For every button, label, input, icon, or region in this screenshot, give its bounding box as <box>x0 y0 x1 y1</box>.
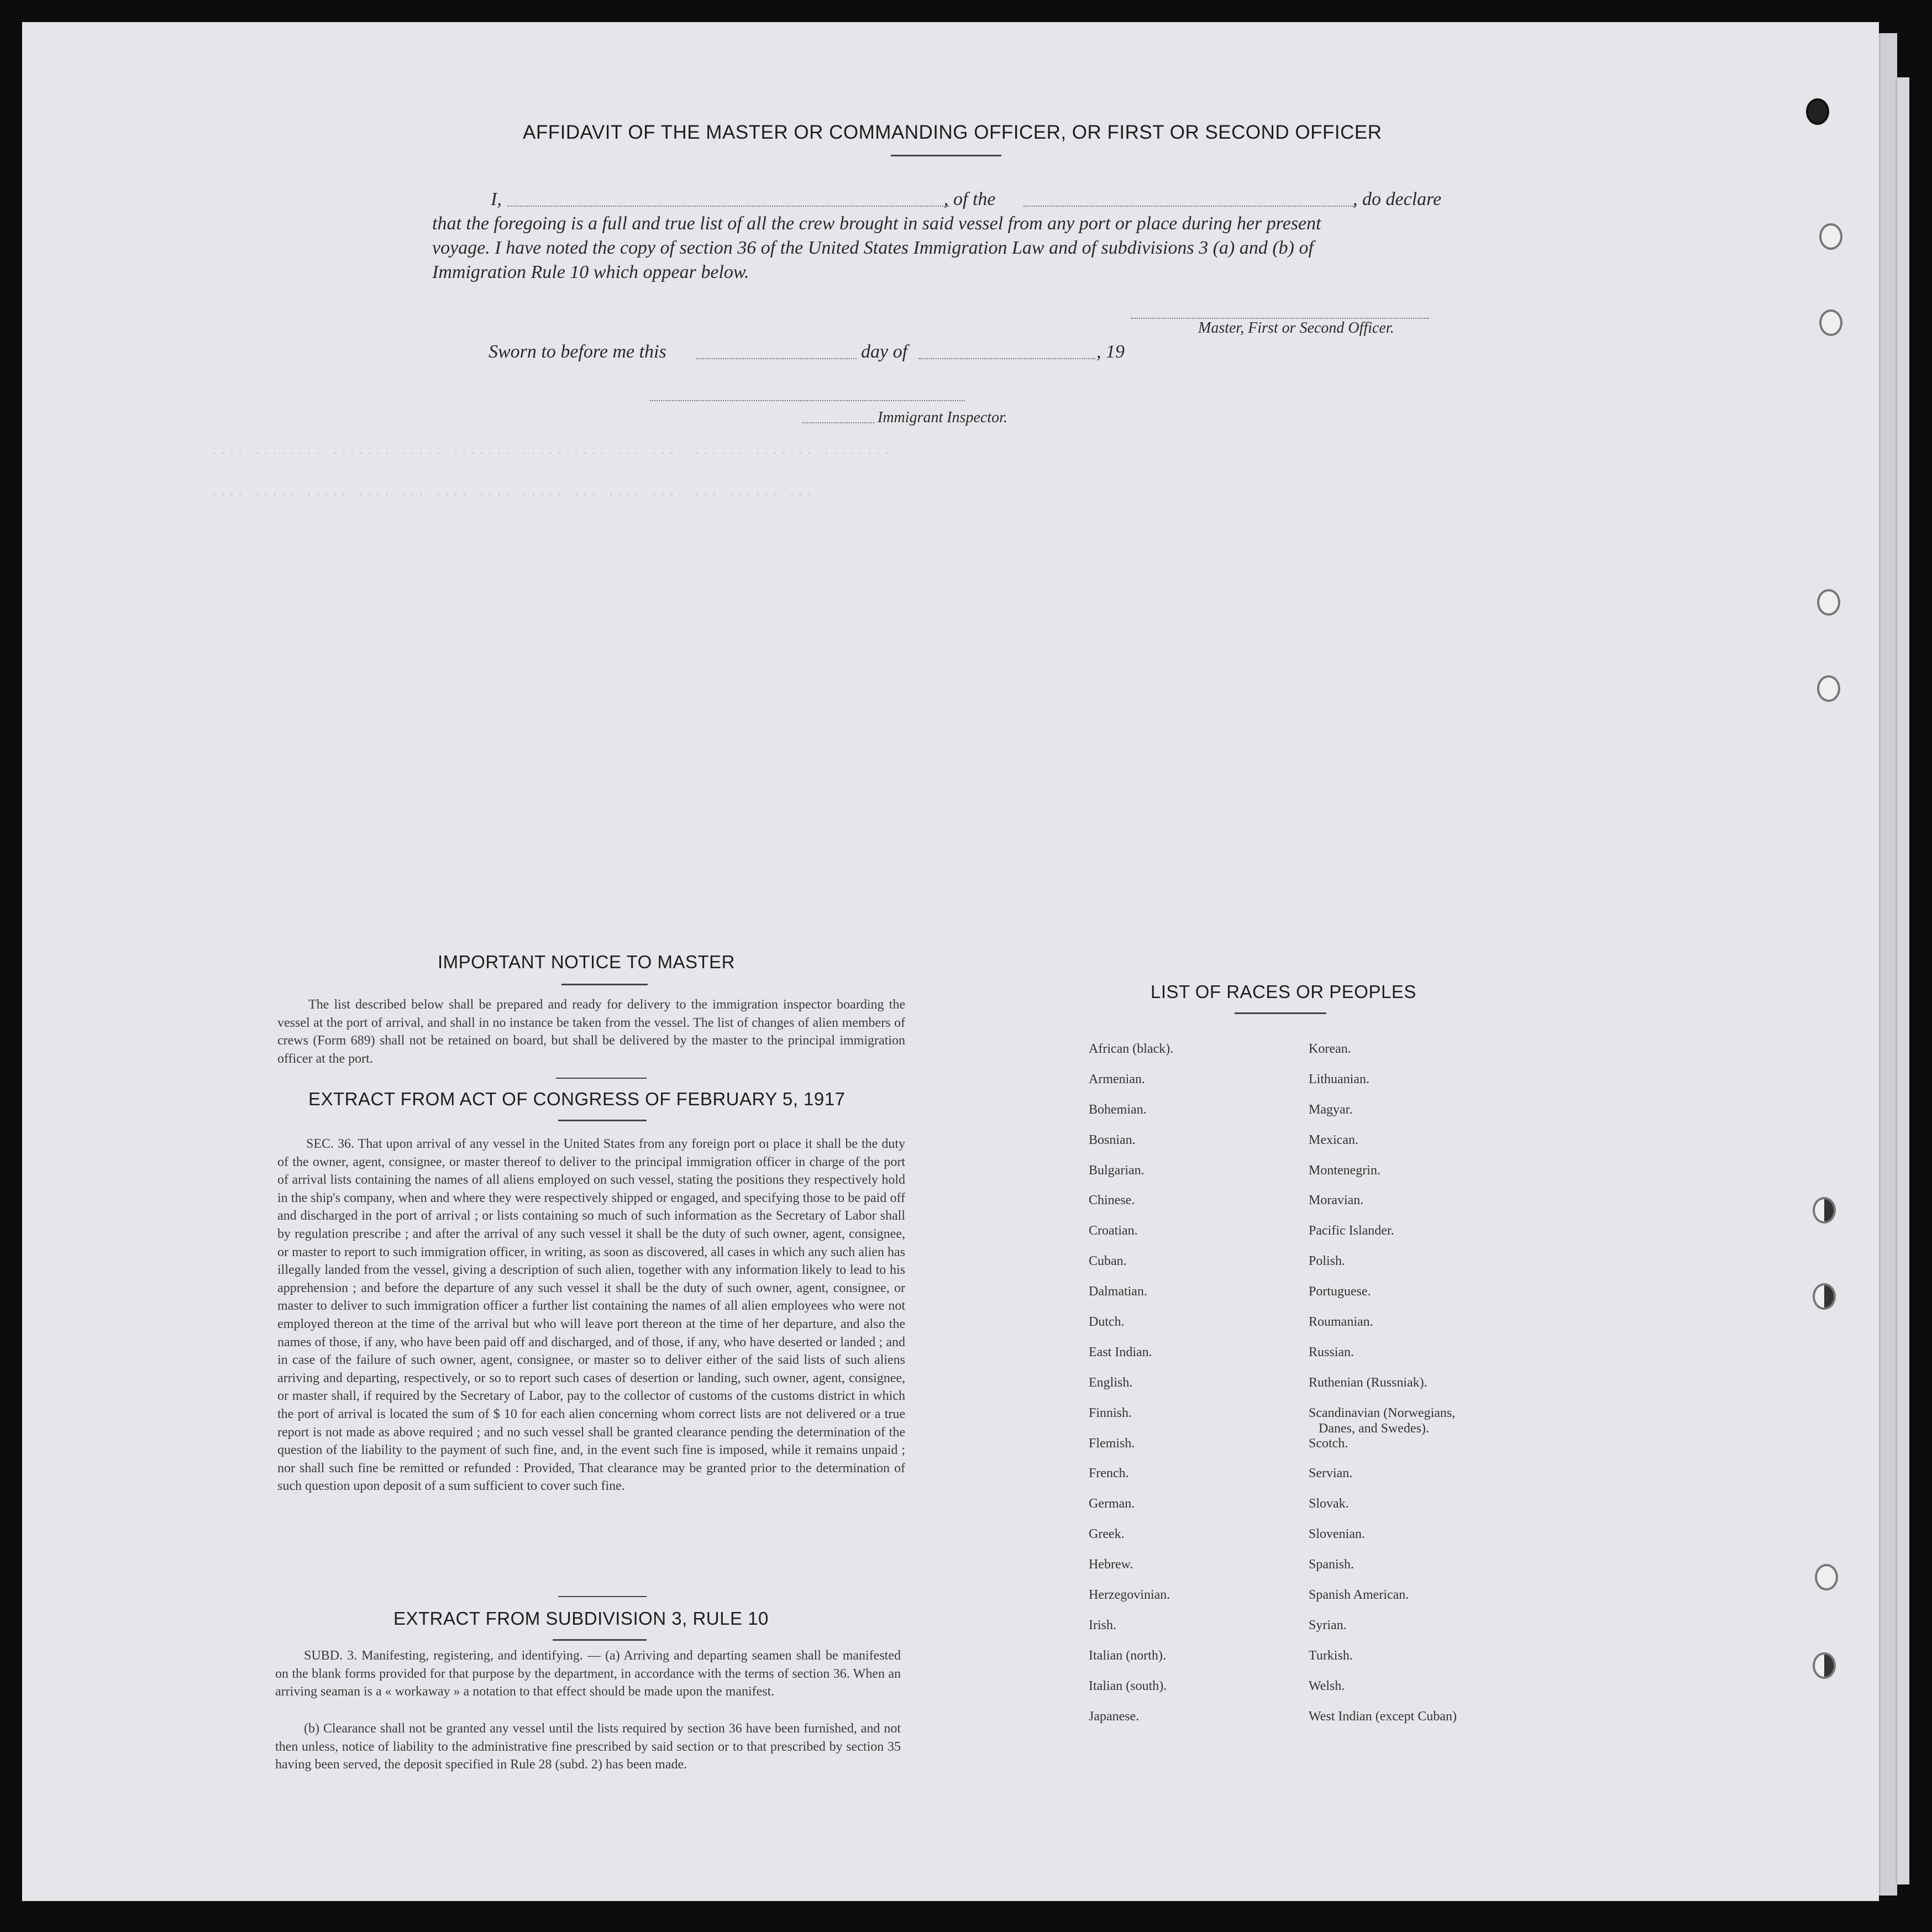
binder-hole-icon <box>1815 1564 1838 1590</box>
title-rule <box>561 984 648 985</box>
race-item: Armenian. <box>1089 1072 1145 1086</box>
day-of-label: day of <box>861 342 908 362</box>
race-item: German. <box>1089 1497 1135 1511</box>
stacked-page-edge <box>1896 77 1909 1884</box>
affidavit-do-declare: , do declare <box>1353 189 1442 209</box>
race-item: Hebrew. <box>1089 1557 1133 1572</box>
race-item: Montenegrin. <box>1309 1163 1380 1178</box>
race-item: Dutch. <box>1089 1315 1125 1330</box>
race-item: Pacific Islander. <box>1309 1224 1394 1238</box>
binder-hole-icon <box>1819 309 1842 336</box>
inspector-label: Immigrant Inspector. <box>878 409 1007 426</box>
act-title: EXTRACT FROM ACT OF CONGRESS OF FEBRUARY 5, 1917 <box>308 1089 846 1109</box>
race-item: Japanese. <box>1089 1709 1140 1724</box>
binder-hole-icon <box>1813 1197 1836 1224</box>
affidavit-line: voyage. I have noted the copy of section 36 of the United States Immigration Law and of subdivisions 3 (a) and (b) of <box>432 238 1314 258</box>
inspector-lead-dots <box>802 422 874 423</box>
race-item: African (black). <box>1089 1042 1174 1056</box>
race-item: Irish. <box>1089 1618 1116 1632</box>
affidavit-line: that the foregoing is a full and true list of all the crew brought in said vessel from any port or place during her present <box>432 213 1321 234</box>
binder-hole-icon <box>1819 223 1842 250</box>
notice-text: The list described below shall be prepared and ready for delivery to the immigration inspector boarding the vessel at the port of arrival, and shall in no instance be taken from the vessel. The list of changes of alien members of crews (Form 689) shall not be retained on board, but shall be delivered by the master to the principal immigration officer at the port. <box>277 998 905 1066</box>
race-item: Bulgarian. <box>1089 1163 1144 1178</box>
section-rule <box>556 1078 647 1079</box>
race-item: Scandinavian (Norwegians, Danes, and Swedes). <box>1309 1405 1456 1436</box>
race-item: East Indian. <box>1089 1345 1152 1359</box>
race-item: Bohemian. <box>1089 1102 1147 1117</box>
affidavit-title: AFFIDAVIT OF THE MASTER OR COMMANDING OFFICER, OR FIRST OR SECOND OFFICER <box>523 122 1382 143</box>
rule-text-a: SUBD. 3. Manifesting, registering, and identifying. — (a) Arriving and departing seamen shall be manifested on the blank forms provided for that purpose by the department, in accordance with the terms of section 36. When an arriving seaman is a « workaway » a notation to that effect should be made upon the manifest. <box>275 1649 901 1699</box>
race-item: English. <box>1089 1375 1133 1390</box>
race-item: Italian (north). <box>1089 1648 1166 1663</box>
binder-hole-icon <box>1806 98 1829 125</box>
bleed-through-marks: .... ..... ..... .... ... .... .... ..... ... .... .... ... ...... ... <box>210 484 814 500</box>
race-item: Mexican. <box>1309 1132 1358 1147</box>
race-item: Croatian. <box>1089 1224 1138 1238</box>
race-item: Roumanian. <box>1309 1315 1373 1330</box>
race-item: Italian (south). <box>1089 1678 1167 1693</box>
race-item: Scotch. <box>1309 1436 1348 1451</box>
binder-hole-icon <box>1813 1652 1836 1679</box>
act-text: SEC. 36. That upon arrival of any vessel in the United States from any foreign port oı place it shall be the duty of the owner, agent, consignee, or master thereof to deliver to the principal immigration officer in charge of the port of arrival lists containing the names of all aliens employed on such vessel, stating the positions they respectively hold in the ship's company, when and where they were respectively shipped or engaged, and specifying those to be paid off and discharged in the port of arrival ; or lists containing so much of such information as the Secretary of Labor shall by regulation prescribe ; and after the arrival of any such vessel it shall be the duty of such owner, agent, consignee, or master to report to such immigration officer, in writing, as soon as discovered, all cases in which any such alien has illegally landed from the vessel, giving a description of such alien, together with any information likely to lead to his apprehension ; and before the departure of any such vessel it shall be the duty of such owner, agent, consignee, or master to deliver to such immigration officer a further list containing the names of all alien employees who were not employed thereon at the time of the arrival but who will leave port thereon at the time of her departure, and also the names of those, if any, who have been paid off and discharged, and of those, if any, who have deserted or landed ; and in case of the failure of such owner, agent, consignee, or master so to deliver either of the said lists of such aliens arriving and departing, respectively, or so to report such cases of desertion or landing, such owner, agent, consignee, or master shall, if required by the Secretary of Labor, pay to the collector of customs of the customs district in which the port of arrival is located the sum of $ 10 for each alien concerning whom correct lists are not delivered or a true report is not made as above required ; and no such vessel shall be granted clearance pending the determination of the question of the liability to the payment of such fine, and, in the event such fine is imposed, while it remains unpaid ; nor shall such fine be remitted or refunded : Provided, That clearance may be granted prior to the determination of such question upon deposit of a sum sufficient to cover such fine. <box>277 1137 905 1494</box>
year-label: , 19 <box>1096 342 1125 362</box>
sworn-day-blank[interactable] <box>696 358 857 359</box>
race-item: Servian. <box>1309 1466 1353 1481</box>
race-item: Portuguese. <box>1309 1284 1371 1299</box>
race-item: Moravian. <box>1309 1193 1364 1208</box>
affidavit-line: Immigration Rule 10 which oppear below. <box>432 262 749 282</box>
binder-hole-icon <box>1813 1283 1836 1310</box>
binder-hole-icon <box>1817 589 1840 616</box>
race-item: Spanish. <box>1309 1557 1355 1572</box>
race-item: Lithuanian. <box>1309 1072 1369 1086</box>
rule-text-b: (b) Clearance shall not be granted any vessel until the lists required by section 36 have been furnished, and not then unless, notice of liability to the administrative fine prescribed by said section or to that prescribed by section 35 having been served, the deposit specified in Rule 28 (subd. 2) has been made. <box>275 1721 901 1772</box>
title-rule <box>553 1639 647 1641</box>
name-blank[interactable] <box>507 206 949 207</box>
race-item: Flemish. <box>1089 1436 1135 1451</box>
bleed-through-marks: .... ........ ....... ..... ....... .......... ... .... ...... ....... ........ <box>210 442 891 459</box>
race-item: Magyar. <box>1309 1102 1353 1117</box>
title-rule <box>558 1120 647 1121</box>
race-item: Greek. <box>1089 1527 1125 1542</box>
affidavit-i-label: I, <box>491 189 502 209</box>
race-item: Dalmatian. <box>1089 1284 1147 1299</box>
stacked-page-edge <box>1879 33 1897 1896</box>
race-item: Syrian. <box>1309 1618 1347 1632</box>
races-left-column <box>1089 1041 1173 1739</box>
race-item: Turkish. <box>1309 1648 1353 1663</box>
title-rule <box>1235 1012 1326 1014</box>
vessel-blank[interactable] <box>1023 206 1355 207</box>
race-item: Cuban. <box>1089 1254 1127 1269</box>
race-item: Finnish. <box>1089 1405 1132 1420</box>
race-item: Bosnian. <box>1089 1132 1136 1147</box>
race-item: Herzegovinian. <box>1089 1588 1170 1603</box>
races-right-column <box>1309 1041 1457 1739</box>
race-item: Slovak. <box>1309 1497 1349 1511</box>
race-item: Slovenian. <box>1309 1527 1365 1542</box>
race-item: Chinese. <box>1089 1193 1135 1208</box>
race-item: West Indian (except Cuban) <box>1309 1709 1457 1724</box>
title-rule <box>891 155 1001 156</box>
master-signature-line[interactable] <box>1131 318 1429 319</box>
race-item: Spanish American. <box>1309 1588 1409 1603</box>
race-item: Ruthenian (Russniak). <box>1309 1375 1427 1390</box>
notice-title: IMPORTANT NOTICE TO MASTER <box>438 952 736 972</box>
race-item: Polish. <box>1309 1254 1346 1269</box>
sworn-label: Sworn to before me this <box>489 342 666 362</box>
race-item: Welsh. <box>1309 1678 1345 1693</box>
race-item: Korean. <box>1309 1042 1351 1056</box>
document-page <box>22 22 1879 1901</box>
sworn-month-blank[interactable] <box>918 358 1095 359</box>
binder-hole-icon <box>1817 675 1840 702</box>
rule-title: EXTRACT FROM SUBDIVISION 3, RULE 10 <box>393 1608 769 1629</box>
affidavit-of-the: , of the <box>944 189 996 209</box>
race-item: Russian. <box>1309 1345 1355 1359</box>
race-item: French. <box>1089 1466 1129 1481</box>
races-title: LIST OF RACES OR PEOPLES <box>1151 981 1416 1002</box>
section-rule <box>558 1596 647 1597</box>
master-signature-label: Master, First or Second Officer. <box>1198 319 1394 337</box>
inspector-signature-line[interactable] <box>650 400 965 401</box>
